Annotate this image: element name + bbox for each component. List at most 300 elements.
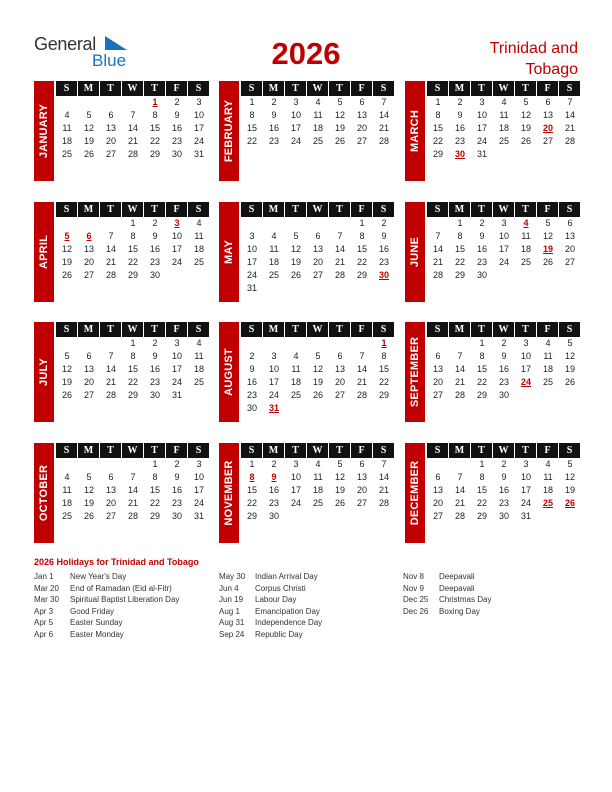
day-cell [241, 337, 263, 350]
weekday-label: T [144, 443, 165, 458]
day-cell: 19 [83, 498, 94, 508]
day-cell: 28 [378, 136, 389, 146]
month-name: NOVEMBER [223, 460, 235, 526]
holiday-day-cell: 31 [268, 403, 279, 413]
day-cell: 13 [542, 110, 553, 120]
day-cell [263, 337, 285, 350]
holiday-day-cell: 6 [86, 231, 92, 241]
weekday-label: S [56, 322, 77, 337]
weekday-label: T [471, 202, 492, 217]
weekday-label: T [329, 443, 350, 458]
holiday-item [403, 583, 491, 595]
day-cell: 21 [105, 257, 116, 267]
day-cell: 7 [359, 351, 365, 361]
weekday-label: W [122, 443, 143, 458]
weekday-label: W [122, 81, 143, 96]
weekday-label: M [78, 322, 99, 337]
month-january [34, 81, 210, 181]
day-cell: 17 [290, 485, 301, 495]
weekday-label: W [307, 322, 328, 337]
day-cell: 18 [498, 123, 509, 133]
day-cell: 4 [501, 97, 507, 107]
day-cell: 4 [64, 472, 70, 482]
weekday-label: F [537, 202, 558, 217]
day-cell: 13 [356, 110, 367, 120]
day-cell: 12 [564, 351, 575, 361]
day-cell: 14 [127, 123, 138, 133]
holiday-item [219, 606, 322, 618]
week-row [241, 510, 395, 523]
month-days-grid [427, 443, 581, 523]
day-cell: 22 [246, 498, 257, 508]
day-cell [559, 148, 581, 161]
day-cell: 9 [479, 231, 485, 241]
month-label [405, 322, 425, 422]
day-cell: 17 [520, 485, 531, 495]
day-cell [559, 269, 581, 282]
day-cell: 7 [381, 459, 387, 469]
day-cell: 2 [501, 338, 507, 348]
day-cell: 16 [498, 485, 509, 495]
weekday-label: M [449, 443, 470, 458]
day-cell: 10 [520, 351, 531, 361]
day-cell: 18 [312, 123, 323, 133]
day-cell: 28 [432, 270, 443, 280]
day-cell: 26 [61, 270, 72, 280]
month-days-grid [427, 322, 581, 402]
weekday-label: F [537, 443, 558, 458]
day-cell: 21 [378, 123, 389, 133]
week-row [56, 109, 210, 122]
day-cell [188, 269, 210, 282]
day-cell: 10 [290, 472, 301, 482]
week-row [56, 337, 210, 350]
day-cell: 15 [149, 123, 160, 133]
day-cell: 1 [457, 218, 463, 228]
weekday-label: S [373, 202, 394, 217]
week-row [241, 217, 395, 230]
week-row [56, 230, 210, 243]
week-row [427, 243, 581, 256]
day-cell: 29 [149, 149, 160, 159]
holiday-name: Boxing Day [439, 606, 480, 616]
week-row [241, 458, 395, 471]
day-cell: 30 [149, 270, 160, 280]
day-cell: 17 [193, 485, 204, 495]
day-cell: 8 [479, 472, 485, 482]
day-cell: 20 [312, 257, 323, 267]
weekday-label: W [122, 202, 143, 217]
day-cell [285, 402, 307, 415]
day-cell: 25 [290, 390, 301, 400]
country-name [418, 38, 578, 80]
day-cell: 2 [271, 97, 277, 107]
day-cell: 10 [520, 472, 531, 482]
week-row [241, 96, 395, 109]
holiday-day-cell: 5 [64, 231, 70, 241]
month-september [405, 322, 581, 422]
week-row [56, 135, 210, 148]
day-cell: 7 [108, 351, 114, 361]
day-cell: 27 [542, 136, 553, 146]
day-cell: 18 [193, 364, 204, 374]
day-cell: 21 [127, 136, 138, 146]
day-cell: 26 [334, 136, 345, 146]
day-cell: 27 [312, 270, 323, 280]
day-cell: 11 [521, 231, 531, 241]
day-cell: 6 [567, 218, 573, 228]
day-cell: 18 [542, 485, 553, 495]
month-december [405, 443, 581, 543]
day-cell: 18 [268, 257, 279, 267]
day-cell [537, 269, 559, 282]
weekday-label: T [515, 81, 536, 96]
month-label [34, 81, 54, 181]
day-cell [373, 510, 395, 523]
weekday-header [427, 202, 581, 217]
day-cell: 19 [61, 377, 72, 387]
week-row [241, 122, 395, 135]
weekday-label: M [263, 322, 284, 337]
month-name: JULY [38, 358, 50, 386]
day-cell: 2 [174, 459, 180, 469]
weekday-label: S [56, 202, 77, 217]
week-row [56, 148, 210, 161]
day-cell [285, 337, 307, 350]
day-cell: 19 [290, 257, 301, 267]
holiday-name: Emancipation Day [255, 606, 320, 616]
day-cell: 19 [564, 485, 575, 495]
weekday-label: S [373, 443, 394, 458]
day-cell: 31 [476, 149, 487, 159]
week-row [241, 497, 395, 510]
day-cell: 13 [432, 364, 443, 374]
day-cell: 12 [312, 364, 323, 374]
holiday-day-cell: 3 [174, 218, 180, 228]
day-cell [78, 217, 100, 230]
day-cell: 29 [246, 511, 257, 521]
day-cell: 23 [498, 377, 509, 387]
day-cell: 3 [271, 351, 277, 361]
month-label [34, 322, 54, 422]
day-cell: 6 [545, 97, 551, 107]
day-cell: 19 [83, 136, 94, 146]
weekday-label: S [188, 322, 209, 337]
day-cell [515, 269, 537, 282]
day-cell: 3 [523, 338, 529, 348]
weekday-label: T [471, 81, 492, 96]
day-cell: 16 [171, 485, 182, 495]
day-cell [329, 337, 351, 350]
holiday-name: Easter Monday [70, 629, 124, 639]
day-cell: 13 [432, 485, 443, 495]
day-cell: 30 [246, 403, 257, 413]
day-cell: 28 [356, 390, 367, 400]
day-cell: 21 [432, 257, 443, 267]
day-cell: 1 [479, 459, 485, 469]
logo-word-blue: Blue [92, 51, 127, 70]
day-cell: 8 [381, 351, 387, 361]
day-cell [351, 282, 373, 295]
day-cell: 30 [149, 390, 160, 400]
month-name: JANUARY [38, 103, 50, 159]
holiday-name: Independence Day [255, 618, 323, 627]
holiday-date: Apr 3 [34, 606, 54, 616]
day-cell [122, 458, 144, 471]
weekday-label: F [166, 202, 187, 217]
holiday-item [403, 606, 491, 618]
month-name: MARCH [409, 110, 421, 152]
day-cell [351, 337, 373, 350]
day-cell: 10 [193, 110, 204, 120]
weekday-label: S [188, 202, 209, 217]
day-cell: 25 [542, 377, 553, 387]
day-cell: 21 [334, 257, 345, 267]
day-cell: 22 [127, 257, 138, 267]
holiday-name: Good Friday [70, 606, 115, 616]
country-line-1: Trinidad and [489, 40, 578, 57]
weekday-label: W [122, 322, 143, 337]
day-cell [329, 282, 351, 295]
day-cell: 9 [249, 364, 255, 374]
weekday-label: M [263, 81, 284, 96]
day-cell: 23 [171, 498, 182, 508]
weekday-label: S [427, 202, 448, 217]
day-cell: 5 [545, 218, 551, 228]
day-cell [78, 337, 100, 350]
day-cell: 19 [334, 485, 345, 495]
day-cell: 25 [193, 377, 204, 387]
day-cell: 18 [312, 485, 323, 495]
month-october [34, 443, 210, 543]
day-cell: 2 [174, 97, 180, 107]
day-cell: 10 [171, 351, 182, 361]
holiday-name: Corpus Christi [255, 583, 306, 593]
weekday-label: S [56, 81, 77, 96]
month-june [405, 202, 581, 302]
day-cell: 13 [334, 364, 345, 374]
day-cell: 18 [290, 377, 301, 387]
holiday-item [219, 617, 322, 629]
month-march [405, 81, 581, 181]
day-cell: 3 [174, 338, 180, 348]
day-cell: 29 [149, 511, 160, 521]
holiday-date: Dec 26 [403, 606, 429, 616]
day-cell: 16 [378, 244, 389, 254]
day-cell: 1 [152, 459, 158, 469]
day-cell: 8 [152, 110, 158, 120]
day-cell: 28 [454, 511, 465, 521]
day-cell: 15 [432, 123, 443, 133]
week-row [427, 256, 581, 269]
month-days-grid [56, 322, 210, 402]
day-cell: 21 [127, 498, 138, 508]
week-row [56, 122, 210, 135]
day-cell: 2 [501, 459, 507, 469]
day-cell: 20 [432, 377, 443, 387]
week-row [427, 109, 581, 122]
weekday-label: W [493, 202, 514, 217]
day-cell: 16 [268, 485, 279, 495]
month-name: DECEMBER [409, 460, 421, 526]
weekday-label: T [144, 202, 165, 217]
holiday-date: Nov 9 [403, 583, 424, 593]
month-days-grid [56, 202, 210, 282]
day-cell: 5 [64, 351, 70, 361]
day-cell: 12 [290, 244, 301, 254]
day-cell [241, 217, 263, 230]
day-cell: 10 [268, 364, 279, 374]
month-days-grid [427, 202, 581, 282]
day-cell: 6 [435, 472, 441, 482]
day-cell: 28 [378, 498, 389, 508]
week-row [241, 471, 395, 484]
day-cell: 24 [246, 270, 257, 280]
day-cell: 26 [542, 257, 553, 267]
day-cell: 16 [149, 364, 160, 374]
day-cell: 26 [312, 390, 323, 400]
day-cell: 27 [105, 511, 116, 521]
day-cell: 11 [291, 364, 301, 374]
day-cell: 22 [149, 136, 160, 146]
day-cell [351, 510, 373, 523]
day-cell: 22 [432, 136, 443, 146]
day-cell: 25 [268, 270, 279, 280]
month-label [405, 443, 425, 543]
day-cell: 24 [193, 136, 204, 146]
day-cell: 3 [196, 459, 202, 469]
month-name: SEPTEMBER [409, 336, 421, 408]
day-cell: 27 [83, 270, 94, 280]
day-cell: 31 [171, 390, 182, 400]
holiday-item [34, 571, 179, 583]
day-cell: 3 [196, 97, 202, 107]
holiday-day-cell: 1 [381, 338, 387, 348]
month-november [219, 443, 395, 543]
weekday-label: M [449, 202, 470, 217]
day-cell: 24 [171, 377, 182, 387]
weekday-header [241, 443, 395, 458]
day-cell: 19 [334, 123, 345, 133]
holiday-day-cell: 8 [249, 472, 255, 482]
day-cell: 10 [193, 472, 204, 482]
weekday-label: T [329, 81, 350, 96]
weekday-label: M [78, 81, 99, 96]
day-cell: 12 [520, 110, 531, 120]
holiday-name: End of Ramadan (Eid al-Fitr) [70, 583, 172, 593]
holidays-title: 2026 Holidays for Trinidad and Tobago [34, 557, 199, 567]
weekday-label: S [559, 202, 580, 217]
holiday-day-cell: 19 [542, 244, 553, 254]
day-cell: 30 [476, 270, 487, 280]
day-cell: 28 [105, 270, 116, 280]
day-cell [537, 148, 559, 161]
day-cell: 29 [476, 511, 487, 521]
day-cell: 24 [193, 498, 204, 508]
weekday-header [427, 443, 581, 458]
day-cell: 8 [152, 472, 158, 482]
day-cell: 28 [564, 136, 575, 146]
week-row [56, 484, 210, 497]
day-cell [427, 217, 449, 230]
weekday-label: F [351, 202, 372, 217]
day-cell: 24 [268, 390, 279, 400]
day-cell: 16 [476, 244, 487, 254]
weekday-label: T [100, 443, 121, 458]
day-cell: 23 [378, 257, 389, 267]
day-cell: 22 [378, 377, 389, 387]
day-cell: 4 [64, 110, 70, 120]
day-cell: 5 [293, 231, 299, 241]
day-cell: 17 [193, 123, 204, 133]
day-cell: 21 [454, 377, 465, 387]
week-row [56, 389, 210, 402]
day-cell [307, 337, 329, 350]
logo-word-general: General [34, 34, 96, 54]
day-cell [285, 282, 307, 295]
day-cell: 2 [152, 218, 158, 228]
day-cell: 11 [543, 351, 553, 361]
month-label [219, 443, 239, 543]
week-row [241, 337, 395, 350]
day-cell: 7 [567, 97, 573, 107]
day-cell [78, 458, 100, 471]
year-title: 2026 [271, 36, 341, 71]
day-cell: 31 [193, 511, 204, 521]
day-cell: 11 [194, 231, 204, 241]
holiday-column [219, 571, 322, 640]
week-row [427, 337, 581, 350]
day-cell: 13 [105, 123, 116, 133]
day-cell: 17 [171, 244, 182, 254]
day-cell: 1 [359, 218, 365, 228]
day-cell: 26 [83, 511, 94, 521]
day-cell: 6 [359, 459, 365, 469]
day-cell [493, 269, 515, 282]
weekday-label: S [241, 81, 262, 96]
day-cell: 1 [479, 338, 485, 348]
weekday-label: T [285, 443, 306, 458]
day-cell: 15 [476, 364, 487, 374]
weekday-label: S [241, 322, 262, 337]
day-cell: 13 [83, 244, 94, 254]
weekday-header [56, 202, 210, 217]
week-row [241, 363, 395, 376]
holiday-day-cell: 20 [542, 123, 553, 133]
weekday-label: S [373, 81, 394, 96]
day-cell: 9 [271, 110, 277, 120]
weekday-label: T [471, 322, 492, 337]
weekday-label: T [329, 202, 350, 217]
weekday-header [241, 322, 395, 337]
day-cell: 12 [83, 485, 94, 495]
day-cell: 10 [498, 231, 509, 241]
week-row [241, 484, 395, 497]
day-cell: 24 [290, 498, 301, 508]
month-name: APRIL [38, 235, 50, 269]
day-cell: 17 [520, 364, 531, 374]
day-cell: 20 [105, 498, 116, 508]
holiday-name: Republic Day [255, 629, 303, 639]
day-cell: 7 [108, 231, 114, 241]
weekday-label: W [493, 322, 514, 337]
month-label [405, 202, 425, 302]
day-cell: 15 [476, 485, 487, 495]
day-cell: 14 [378, 472, 389, 482]
day-cell: 13 [356, 472, 367, 482]
week-row [427, 350, 581, 363]
day-cell: 7 [130, 110, 136, 120]
